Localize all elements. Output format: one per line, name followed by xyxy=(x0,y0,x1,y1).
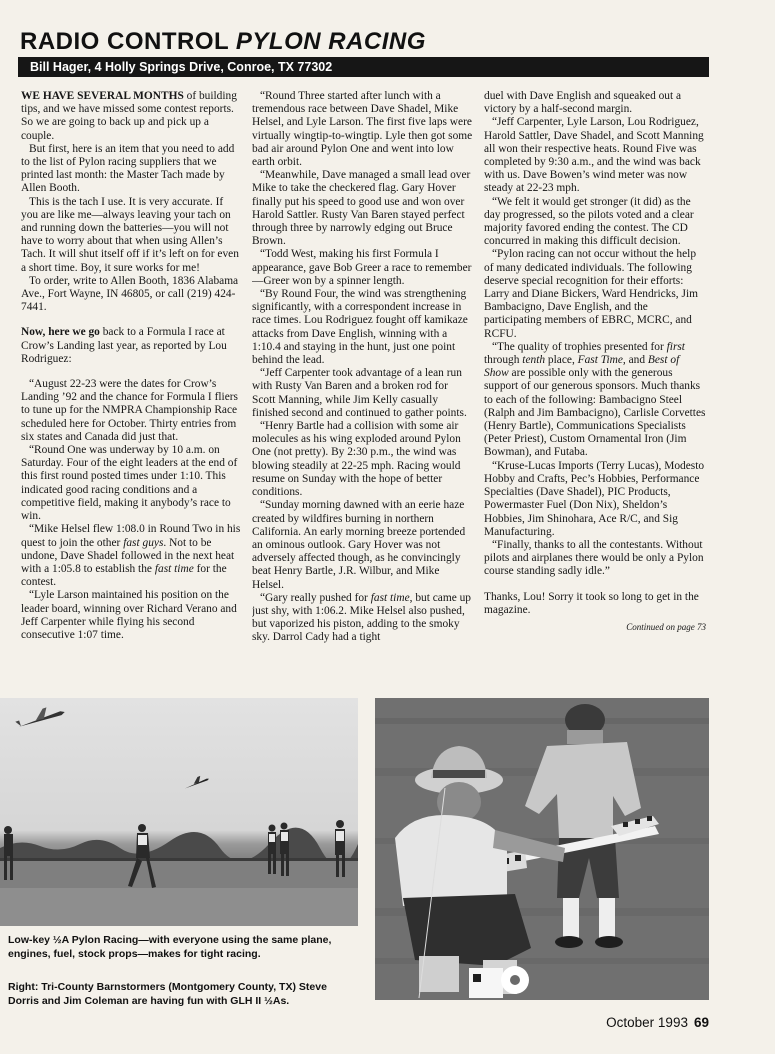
paragraph: “Pylon racing can not occur without the help of many dedicated individuals. The following deserve special recognition for their efforts: Larry and Diane Bickers, Ward Hendricks, Jim Bambacigno, Dave English, and the participating members of EBRC, MCRC, and RCFU. xyxy=(484,248,698,340)
photo-pylon-racing-field xyxy=(0,698,358,926)
italic-text: fast guys xyxy=(123,536,164,549)
article-column-3 xyxy=(484,90,706,685)
author-byline-bar: Bill Hager, 4 Holly Springs Drive, Conroe, TX 77302 xyxy=(18,57,709,77)
italic-text: fast time xyxy=(154,562,194,575)
italic-text: tenth xyxy=(522,354,546,367)
photo-illustration xyxy=(0,698,358,926)
paragraph: “Todd West, making his first Formula I appearance, gave Bob Greer a race to remember—Greer won by a spinner length. xyxy=(252,248,472,287)
paragraph: “By Round Four, the wind was strengthening significantly, with a correspondent increase in race times. Lou Rodriguez fought off kamikaze attacks from Dave English, winning with a 1:10.4 and staying in the hunt, just one point behind the lead. xyxy=(252,288,468,367)
text: of building tips, and we have missed some contest reports. So we are going to back up and pick up a couple. xyxy=(21,90,237,142)
paragraph: “Jeff Carpenter, Lyle Larson, Lou Rodriguez, Harold Sattler, Dave Shadel, and Scott Manning all won their respective heats. Round Five was completed by 9:30 a.m., and the wind was back with us. Dave Bowen’s wind meter was now steady at 22-23 mph. xyxy=(484,116,704,195)
paragraph: This is the tach I use. It is very accurate. If you are like me—always leaving your tach on and running down the batteries—you will not have to worry about that when using Allen’s Tach. It will shut itself off if it’s left on for even a short time. Boy, it sure works for me! xyxy=(21,195,239,274)
paragraph: duel with Dave English and squeaked out a victory by a half-second margin. xyxy=(484,90,682,116)
paragraph: “Sunday morning dawned with an eerie haze created by wildfires burning in northern California. An early morning breeze portended an ominous outlook. Gary Hover was not adversely affected though, as he convincingly beat Henry Bartle, J.R. Wilbur, and Mike Helsel. xyxy=(252,499,466,591)
photo-caption-left: Low-key ½A Pylon Racing—with everyone using the same plane, engines, fuel, stock props—makes for tight racing. xyxy=(8,934,332,960)
page-footer xyxy=(606,1015,709,1030)
paragraph: “Kruse-Lucas Imports (Terry Lucas), Modesto Hobby and Crafts, Pec’s Hobbies, Performance Specialties (Dave Shadel), PIC Products, Powermaster Fuel (Don Nix), Sheldon’s Hobbies, Jim Shinohara, Ace R/C, and Sig Manufacturing. xyxy=(484,459,705,538)
paragraph: To order, write to Allen Booth, 1836 Alabama Ave., Fort Wayne, IN 46805, or call (219) 424-7441. xyxy=(21,274,239,314)
issue-date: October 1993 xyxy=(606,1015,688,1030)
text: through xyxy=(484,354,523,367)
paragraph: But first, here is an item that you need to add to the list of Pylon racing suppliers that we printed last month: the Master Tach made by Allen Booth. xyxy=(21,142,235,195)
paragraph: “Round One was underway by 10 a.m. on Saturday. Four of the eight leaders at the end of this first round posted times under 1:10. This indicated good racing conditions and a competitive field, making it anybody’s race to win. xyxy=(21,444,238,523)
paragraph: “Finally, thanks to all the contestants. Without pilots and airplanes there would be only a Pylon course standing sadly idle.” xyxy=(484,538,704,578)
paragraph: “We felt it would get stronger (it did) as the day progressed, so the pilots voted and a clear majority favored ending the contest. The CD concurred in making this difficult decision. xyxy=(484,195,694,248)
text: are possible only with the generous support of our generous sponsors. Much thanks to each of the following: Bambacigno Steel (Ralph and Jim Bambacigno), Carlisle Corvettes (Henry Bartle), Communications Specialists (Peter Priest), Custom Ornamental Iron (Jim Bowman), and Futaba. xyxy=(484,367,706,459)
lead-in: Now, here we go xyxy=(21,326,100,339)
paragraph xyxy=(21,523,243,589)
text: “Gary really pushed for xyxy=(260,591,371,604)
photo-caption-right: Right: Tri-County Barnstormers (Montgomery County, TX) Steve Dorris and Jim Coleman are having fun with GLH II ½As. xyxy=(8,981,327,1007)
lead-in: WE HAVE SEVERAL MONTHS xyxy=(21,90,184,102)
paragraph xyxy=(21,90,243,143)
article-column-2 xyxy=(252,90,474,685)
title-plain: RADIO CONTROL xyxy=(20,28,236,55)
article-column-1 xyxy=(21,90,243,685)
paragraph xyxy=(484,341,706,460)
italic-text: first xyxy=(666,340,685,353)
text: . Not to be undone, Dave Shadel followed in the next heat with a 1:05.8 to establish the xyxy=(21,536,235,575)
italic-text: Best of Show xyxy=(484,354,680,380)
photo-illustration xyxy=(375,698,709,1000)
paragraph: “Round Three started after lunch with a tremendous race between Dave Shadel, Mike Helsel, and Lyle Larson. The first five laps were virtually wingtip-to-wingtip. Lyle then got some bad air around Pylon One and went into low earth orbit. xyxy=(252,90,473,169)
title-italic: PYLON RACING xyxy=(235,28,426,55)
page-title xyxy=(20,28,426,56)
text: and xyxy=(625,354,648,367)
page-number: 69 xyxy=(693,1015,709,1030)
paragraph xyxy=(252,592,474,645)
paragraph: “Meanwhile, Dave managed a small lead over Mike to take the checkered flag. Gary Hover finally put his speed to good use and won over Harold Sattler. Rusty Van Baren stayed perfect through three by narrowly edging out Bruce Brown. xyxy=(252,169,471,248)
paragraph: “Henry Bartle had a collision with some air molecules as his wing exploded around Pylon One (not pretty). By 2:30 p.m., the wind was blowing steadily at 22-25 mph. Racing would resume on Sunday with the hope of better conditions. xyxy=(252,420,461,499)
text: place, xyxy=(545,354,578,367)
text: for the contest. xyxy=(21,562,227,589)
photo-barnstormers-pilots xyxy=(375,698,709,1000)
italic-text: Fast Time, xyxy=(577,354,626,367)
paragraph: “Jeff Carpenter took advantage of a lean run with Rusty Van Baren and a broken rod for Scott Manning, while Jim Kelly casually finished second and continued to gather points. xyxy=(252,367,467,419)
italic-text: fast time xyxy=(370,591,410,604)
continued-note: Continued on page 73 xyxy=(626,621,706,632)
text: back to a Formula I race at Crow’s Landing last year, as reported by Lou Rodriguez: xyxy=(21,326,227,365)
text: “Mike Helsel flew 1:08.0 in Round Two in his quest to join the other xyxy=(21,523,241,549)
text: , but came up just shy, with 1:06.2. Mike Helsel also pushed, but vaporized his piston, adding to the smoky sky. Darrol Cady had a tight xyxy=(252,591,471,644)
paragraph: “August 22-23 were the dates for Crow’s Landing ’92 and the chance for Formula I fliers to tune up for the NMPRA Championship Race scheduled here for October. Thirty entries from six states and Canada did just that. xyxy=(21,378,238,443)
paragraph: “Lyle Larson maintained his position on the leader board, winning over Richard Verano and Jeff Carpenter while flying his second consecutive 1:07 time. xyxy=(21,589,237,641)
paragraph: Thanks, Lou! Sorry it took so long to get in the magazine. xyxy=(484,590,699,616)
paragraph xyxy=(21,326,243,366)
text: “The quality of trophies presented for xyxy=(492,340,667,353)
